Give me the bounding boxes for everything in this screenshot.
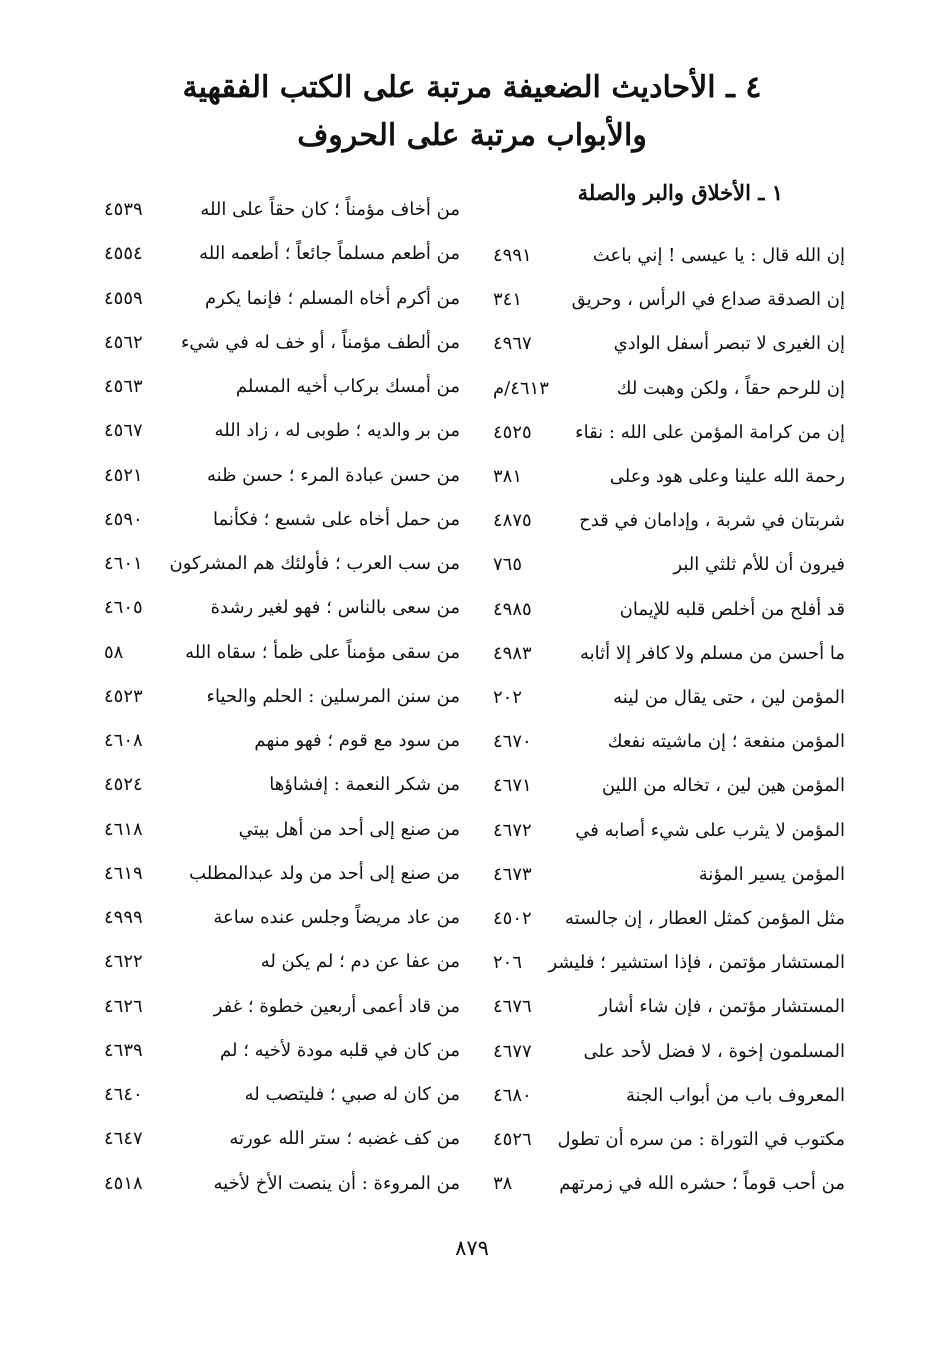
hadith-text: من كان له صبي ؛ فليتصب له [244,1084,460,1105]
hadith-number: ٤٦٧٢ [493,819,532,841]
list-item [475,1122,845,1158]
hadith-number: ٤٦٧٠ [493,731,532,753]
hadith-number: ٤٦٨٠ [493,1084,532,1106]
hadith-number: ٣٨ [493,1173,513,1195]
hadith-text: من كان في قلبه مودة لأخيه ؛ لم [220,1039,460,1061]
list-item [475,857,845,893]
list-item [475,415,845,451]
hadith-text: رحمة الله علينا وعلى هود وعلى [609,466,845,487]
list-item [475,1034,845,1070]
hadith-text: المستشار مؤتمن ، فإذا استشير ؛ فليشر [548,952,845,974]
hadith-text: من ألطف مؤمناً ، أو خف له في شيء [180,331,460,353]
hadith-text: فيرون أن للأم ثلثي البر [673,554,845,576]
hadith-number: ٤٦١٣/م [493,377,549,399]
hadith-text: المؤمن منفعة ؛ إن ماشيته نفعك [607,731,845,753]
hadith-text: من أحب قوماً ؛ حشره الله في زمرتهم [559,1173,845,1195]
hadith-text: من صنع إلى أحد من ولد عبدالمطلب [189,862,460,884]
list-item [475,813,845,849]
hadith-text: مثل المؤمن كمثل العطار ، إن جالسته [565,908,845,929]
list-item [475,945,845,981]
hadith-text: شربتان في شربة ، وإدامان في قدح [579,510,845,532]
hadith-number: ٤٩٨٣ [493,642,532,664]
hadith-number: ٤٦٧٣ [493,863,532,885]
list-item [90,723,460,759]
hadith-number: ٤٥٢٤ [104,774,143,796]
hadith-text: من المروءة : أن ينصت الأخ لأخيه [213,1172,460,1194]
hadith-number: ٢٠٦ [493,952,523,974]
page-title-line-1: ٤ ـ الأحاديث الضعيفة مرتبة على الكتب الفقهية [182,70,762,105]
hadith-number: ٧٦٥ [493,554,523,576]
hadith-text: المؤمن لين ، حتى يقال من لينه [613,687,845,708]
hadith-text: من أكرم أخاه المسلم ؛ فإنما يكرم [205,287,460,309]
hadith-text: من سعى بالناس ؛ فهو لغير رشدة [210,597,460,619]
hadith-text: من صنع إلى أحد من أهل بيتي [238,818,460,840]
hadith-text: من أمسك بركاب أخيه المسلم [235,376,460,397]
hadith-text: إن الصدقة صداع في الرأس ، وحريق [571,289,845,311]
hadith-number: ٤٦٧٧ [493,1040,532,1062]
list-item [90,281,460,317]
list-item [475,989,845,1025]
hadith-number: ٤٥٢٥ [493,421,532,443]
hadith-number: ٥٨ [104,641,124,663]
list-item [90,944,460,980]
list-item [90,502,460,538]
hadith-text: من سقى مؤمناً على ظمأ ؛ سقاه الله [185,641,460,663]
list-item [90,413,460,449]
hadith-number: ٤٦٢٢ [104,951,143,973]
hadith-text: المؤمن هين لين ، تخاله من اللين [601,775,845,797]
hadith-text: مكتوب في التوراة : من سره أن تطول [557,1129,845,1150]
hadith-number: ٤٥٢٦ [493,1129,532,1150]
hadith-number: ٤٦٠٥ [104,597,143,619]
hadith-text: إن للرحم حقاً ، ولكن وهبت لك [616,377,845,399]
list-item [90,546,460,582]
hadith-text: إن من كرامة المؤمن على الله : نقاء [575,421,845,443]
hadith-text: من عفا عن دم ؛ لم يكن له [260,951,460,973]
hadith-text: ما أحسن من مسلم ولا كافر إلا أثابه [579,642,845,664]
hadith-number: ٤٩٩٩ [104,907,143,928]
hadith-number: ٤٥٦٢ [104,331,143,353]
hadith-text: من سود مع قوم ؛ فهو منهم [254,730,460,751]
hadith-number: ٤٥٢١ [104,464,143,486]
list-item [475,371,845,407]
hadith-number: ٤٦٠٨ [104,730,143,751]
hadith-number: ٤٥٦٣ [104,376,143,397]
list-item [90,767,460,803]
hadith-number: ٤٥٥٩ [104,287,143,309]
hadith-text: إن الغيرى لا تبصر أسفل الوادي [613,333,845,355]
hadith-text: من سنن المرسلين : الحلم والحياء [206,685,460,707]
section-heading: ١ ـ الأخلاق والبر والصلة [577,180,783,205]
hadith-number: ٤٦٧١ [493,775,532,797]
list-item [90,590,460,626]
page-number: ٨٧٩ [455,1236,489,1260]
hadith-number: ٤٥٠٢ [493,908,532,929]
hadith-text: المؤمن لا يثرب على شيء أصابه في [575,819,845,841]
hadith-number: ٤٦٢٦ [104,995,143,1017]
list-item [475,901,845,937]
list-item [90,192,460,228]
list-item [90,1077,460,1113]
hadith-number: ٤٥٦٧ [104,420,143,442]
hadith-text: من بر والديه ؛ طوبى له ، زاد الله [214,420,460,442]
hadith-number: ٣٤١ [493,289,523,311]
list-item [475,547,845,583]
list-item [90,325,460,361]
list-item [475,238,845,274]
list-item [475,724,845,760]
list-item [90,900,460,936]
list-item [90,1033,460,1069]
hadith-text: من حسن عبادة المرء ؛ حسن ظنه [207,464,460,486]
hadith-number: ٤٦٧٦ [493,996,532,1018]
hadith-text: المسلمون إخوة ، لا فضل لأحد على [583,1040,845,1062]
hadith-text: قد أفلح من أخلص قلبه للإيمان [619,598,845,620]
hadith-text: إن الله قال : يا عيسى ! إني باعث [592,245,845,266]
hadith-text: المؤمن يسير المؤنة [698,863,845,885]
list-item [475,282,845,318]
list-item [475,636,845,672]
hadith-text: من كف غضبه ؛ ستر الله عورته [229,1128,460,1150]
list-item [90,1166,460,1202]
hadith-number: ٤٩٩١ [493,245,532,266]
list-item [475,768,845,804]
hadith-number: ٤٦١٩ [104,862,143,884]
list-item [90,236,460,272]
list-item [90,1121,460,1157]
hadith-number: ٤٥٩٠ [104,508,143,530]
hadith-number: ٤٦٣٩ [104,1039,143,1061]
hadith-number: ٤٦٠١ [104,553,143,574]
hadith-number: ٢٠٢ [493,687,523,708]
list-item [90,369,460,405]
hadith-number: ٤٩٨٥ [493,598,532,620]
page-title-line-2: والأبواب مرتبة على الحروف [297,118,647,153]
hadith-text: المستشار مؤتمن ، فإن شاء أشار [599,996,845,1018]
list-item [475,1078,845,1114]
hadith-number: ٤٨٧٥ [493,510,532,532]
hadith-number: ٤٩٦٧ [493,333,532,355]
list-item [475,680,845,716]
hadith-text: من حمل أخاه على شسع ؛ فكأنما [213,508,460,530]
hadith-number: ٤٥١٨ [104,1172,143,1194]
list-item [475,592,845,628]
list-item [90,679,460,715]
list-item [90,856,460,892]
hadith-text: من شكر النعمة : إفشاؤها [269,774,460,796]
list-item [90,989,460,1025]
hadith-text: من أطعم مسلماً جائعاً ؛ أطعمه الله [199,243,460,265]
list-item [475,459,845,495]
hadith-number: ٤٦٤٧ [104,1128,143,1150]
hadith-text: من أخاف مؤمناً ؛ كان حقاً على الله [200,199,460,220]
list-item [475,326,845,362]
list-item [475,503,845,539]
list-item [90,458,460,494]
hadith-number: ٤٥٢٣ [104,685,143,707]
list-item [475,1166,845,1202]
hadith-number: ٤٦١٨ [104,818,143,840]
hadith-number: ٤٦٤٠ [104,1084,143,1105]
hadith-text: من عاد مريضاً وجلس عنده ساعة [213,907,460,928]
list-item [90,812,460,848]
hadith-text: المعروف باب من أبواب الجنة [626,1084,845,1106]
hadith-text: من قاد أعمى أربعين خطوة ؛ غفر [213,995,460,1017]
hadith-number: ٣٨١ [493,466,523,487]
list-item [90,635,460,671]
hadith-number: ٤٥٣٩ [104,199,143,220]
hadith-number: ٤٥٥٤ [104,243,143,265]
hadith-text: من سب العرب ؛ فأولئك هم المشركون [169,553,460,574]
